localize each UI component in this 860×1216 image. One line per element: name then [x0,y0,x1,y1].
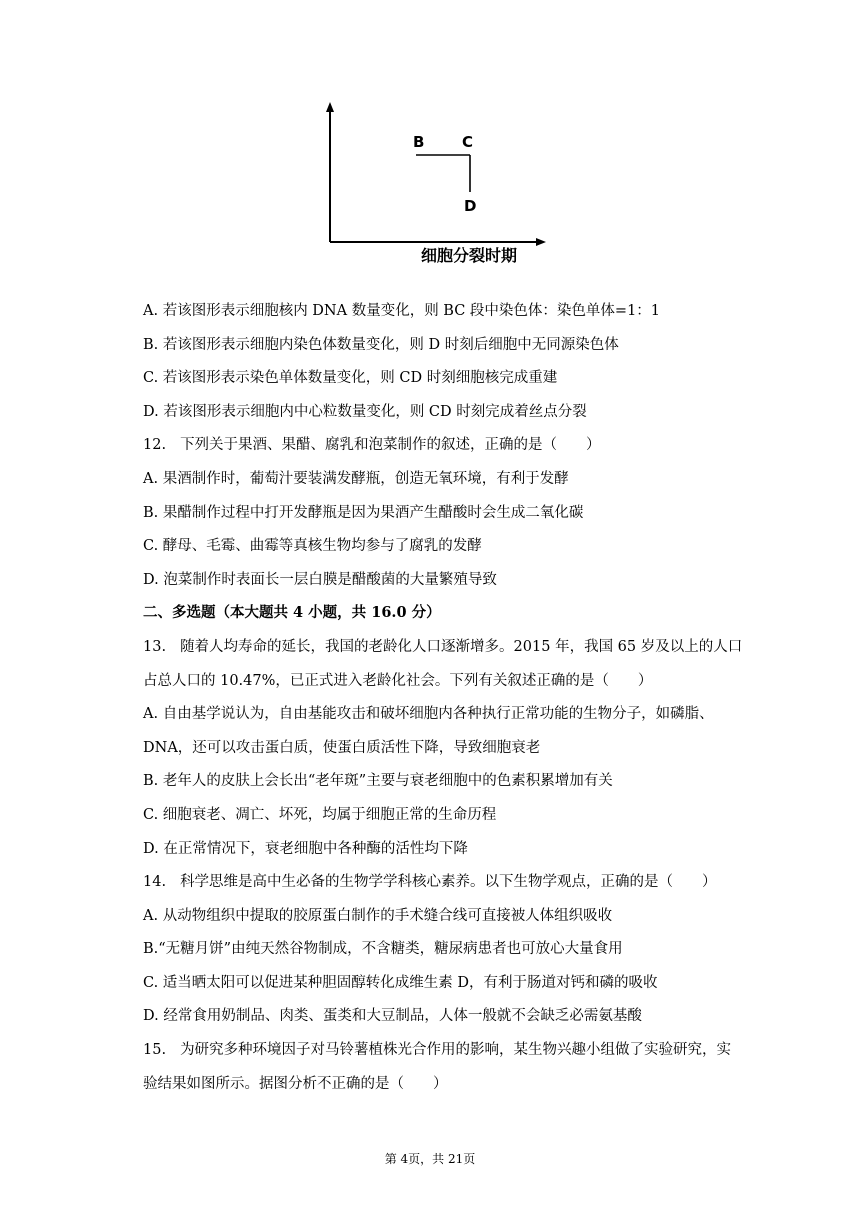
q13-stem-text-1: 随着人均寿命的延长，我国的老龄化人口逐渐增多。2015 年，我国 65 岁及以上的人口 [180,638,743,655]
q13-stem-line2: 占总人口的 10.47%，已正式进入老龄化社会。下列有关叙述正确的是（ ） [143,672,653,689]
y-axis-arrow [326,102,334,112]
section-heading: 二、多选题（本大题共 4 小题，共 16.0 分） [143,604,441,622]
q14-stem-text: 科学思维是高中生必备的生物学学科核心素养。以下生物学观点，正确的是（ ） [180,874,717,891]
q12-stem [143,434,763,456]
q13-option-c: C. 细胞衰老、凋亡、坏死，均属于细胞正常的生命历程 [143,806,497,823]
q14-option-d: D. 经常食用奶制品、肉类、蛋类和大豆制品，人体一般就不会缺乏必需氨基酸 [143,1008,642,1025]
page-footer: 第 4页，共 21页 [384,1152,476,1166]
q11-option-d: D. 若该图形表示细胞内中心粒数量变化，则 CD 时刻完成着丝点分裂 [143,403,587,420]
q14-number: 14. [143,874,167,891]
q12-number: 12. [143,437,167,454]
point-label-d: D [464,197,477,215]
q15-stem-text-1: 为研究多种环境因子对马铃薯植株光合作用的影响，某生物兴趣小组做了实验研究，实 [180,1042,732,1059]
q12-option-d: D. 泡菜制作时表面长一层白膜是醋酸菌的大量繁殖导致 [143,571,497,588]
q13-option-b: B. 老年人的皮肤上会长出“老年斑”主要与衰老细胞中的色素积累增加有关 [143,773,613,790]
q13-option-a-line1: A. 自由基学说认为，自由基能攻击和破坏细胞内各种执行正常功能的生物分子，如磷脂、 [143,706,714,723]
q14-option-b: B.“无糖月饼”由纯天然谷物制成，不含糖类，糖尿病患者也可放心大量食用 [143,941,623,958]
q12-option-a: A. 果酒制作时，葡萄汁要装满发酵瓶，创造无氧环境，有利于发酵 [143,470,569,487]
q11-option-a: A. 若该图形表示细胞核内 DNA 数量变化，则 BC 段中染色体：染色单体=1：1 [143,303,661,319]
q13-number: 13. [143,638,167,655]
q12-option-b: B. 果醋制作过程中打开发酵瓶是因为果酒产生醋酸时会生成二氧化碳 [143,504,584,521]
x-axis-arrow [536,238,546,246]
question-content [143,300,763,1106]
q15-stem-line2: 验结果如图所示。据图分析不正确的是（ ） [143,1075,448,1092]
q15-stem-line1 [143,1039,763,1061]
graph-figure [318,100,548,270]
q14-stem [143,871,763,893]
q11-option-b: B. 若该图形表示细胞内染色体数量变化，则 D 时刻后细胞中无同源染色体 [143,336,619,353]
q15-number: 15. [143,1042,167,1059]
point-label-c: C [462,133,474,151]
point-label-b: B [413,133,425,151]
q12-option-c: C. 酵母、毛霉、曲霉等真核生物均参与了腐乳的发酵 [143,538,482,555]
x-axis-label: 细胞分裂时期 [421,246,518,265]
q11-option-c: C. 若该图形表示染色单体数量变化，则 CD 时刻细胞核完成重建 [143,370,558,387]
q12-stem-text: 下列关于果酒、果醋、腐乳和泡菜制作的叙述，正确的是（ ） [180,437,601,454]
q14-option-c: C. 适当晒太阳可以促进某种胆固醇转化成维生素 D，有利于肠道对钙和磷的吸收 [143,974,658,991]
q13-stem-line1 [143,636,763,658]
q14-option-a: A. 从动物组织中提取的胶原蛋白制作的手术缝合线可直接被人体组织吸收 [143,907,613,924]
q13-option-d: D. 在正常情况下，衰老细胞中各种酶的活性均下降 [143,840,468,857]
q13-option-a-line2: DNA，还可以攻击蛋白质，使蛋白质活性下降，导致细胞衰老 [143,739,541,756]
